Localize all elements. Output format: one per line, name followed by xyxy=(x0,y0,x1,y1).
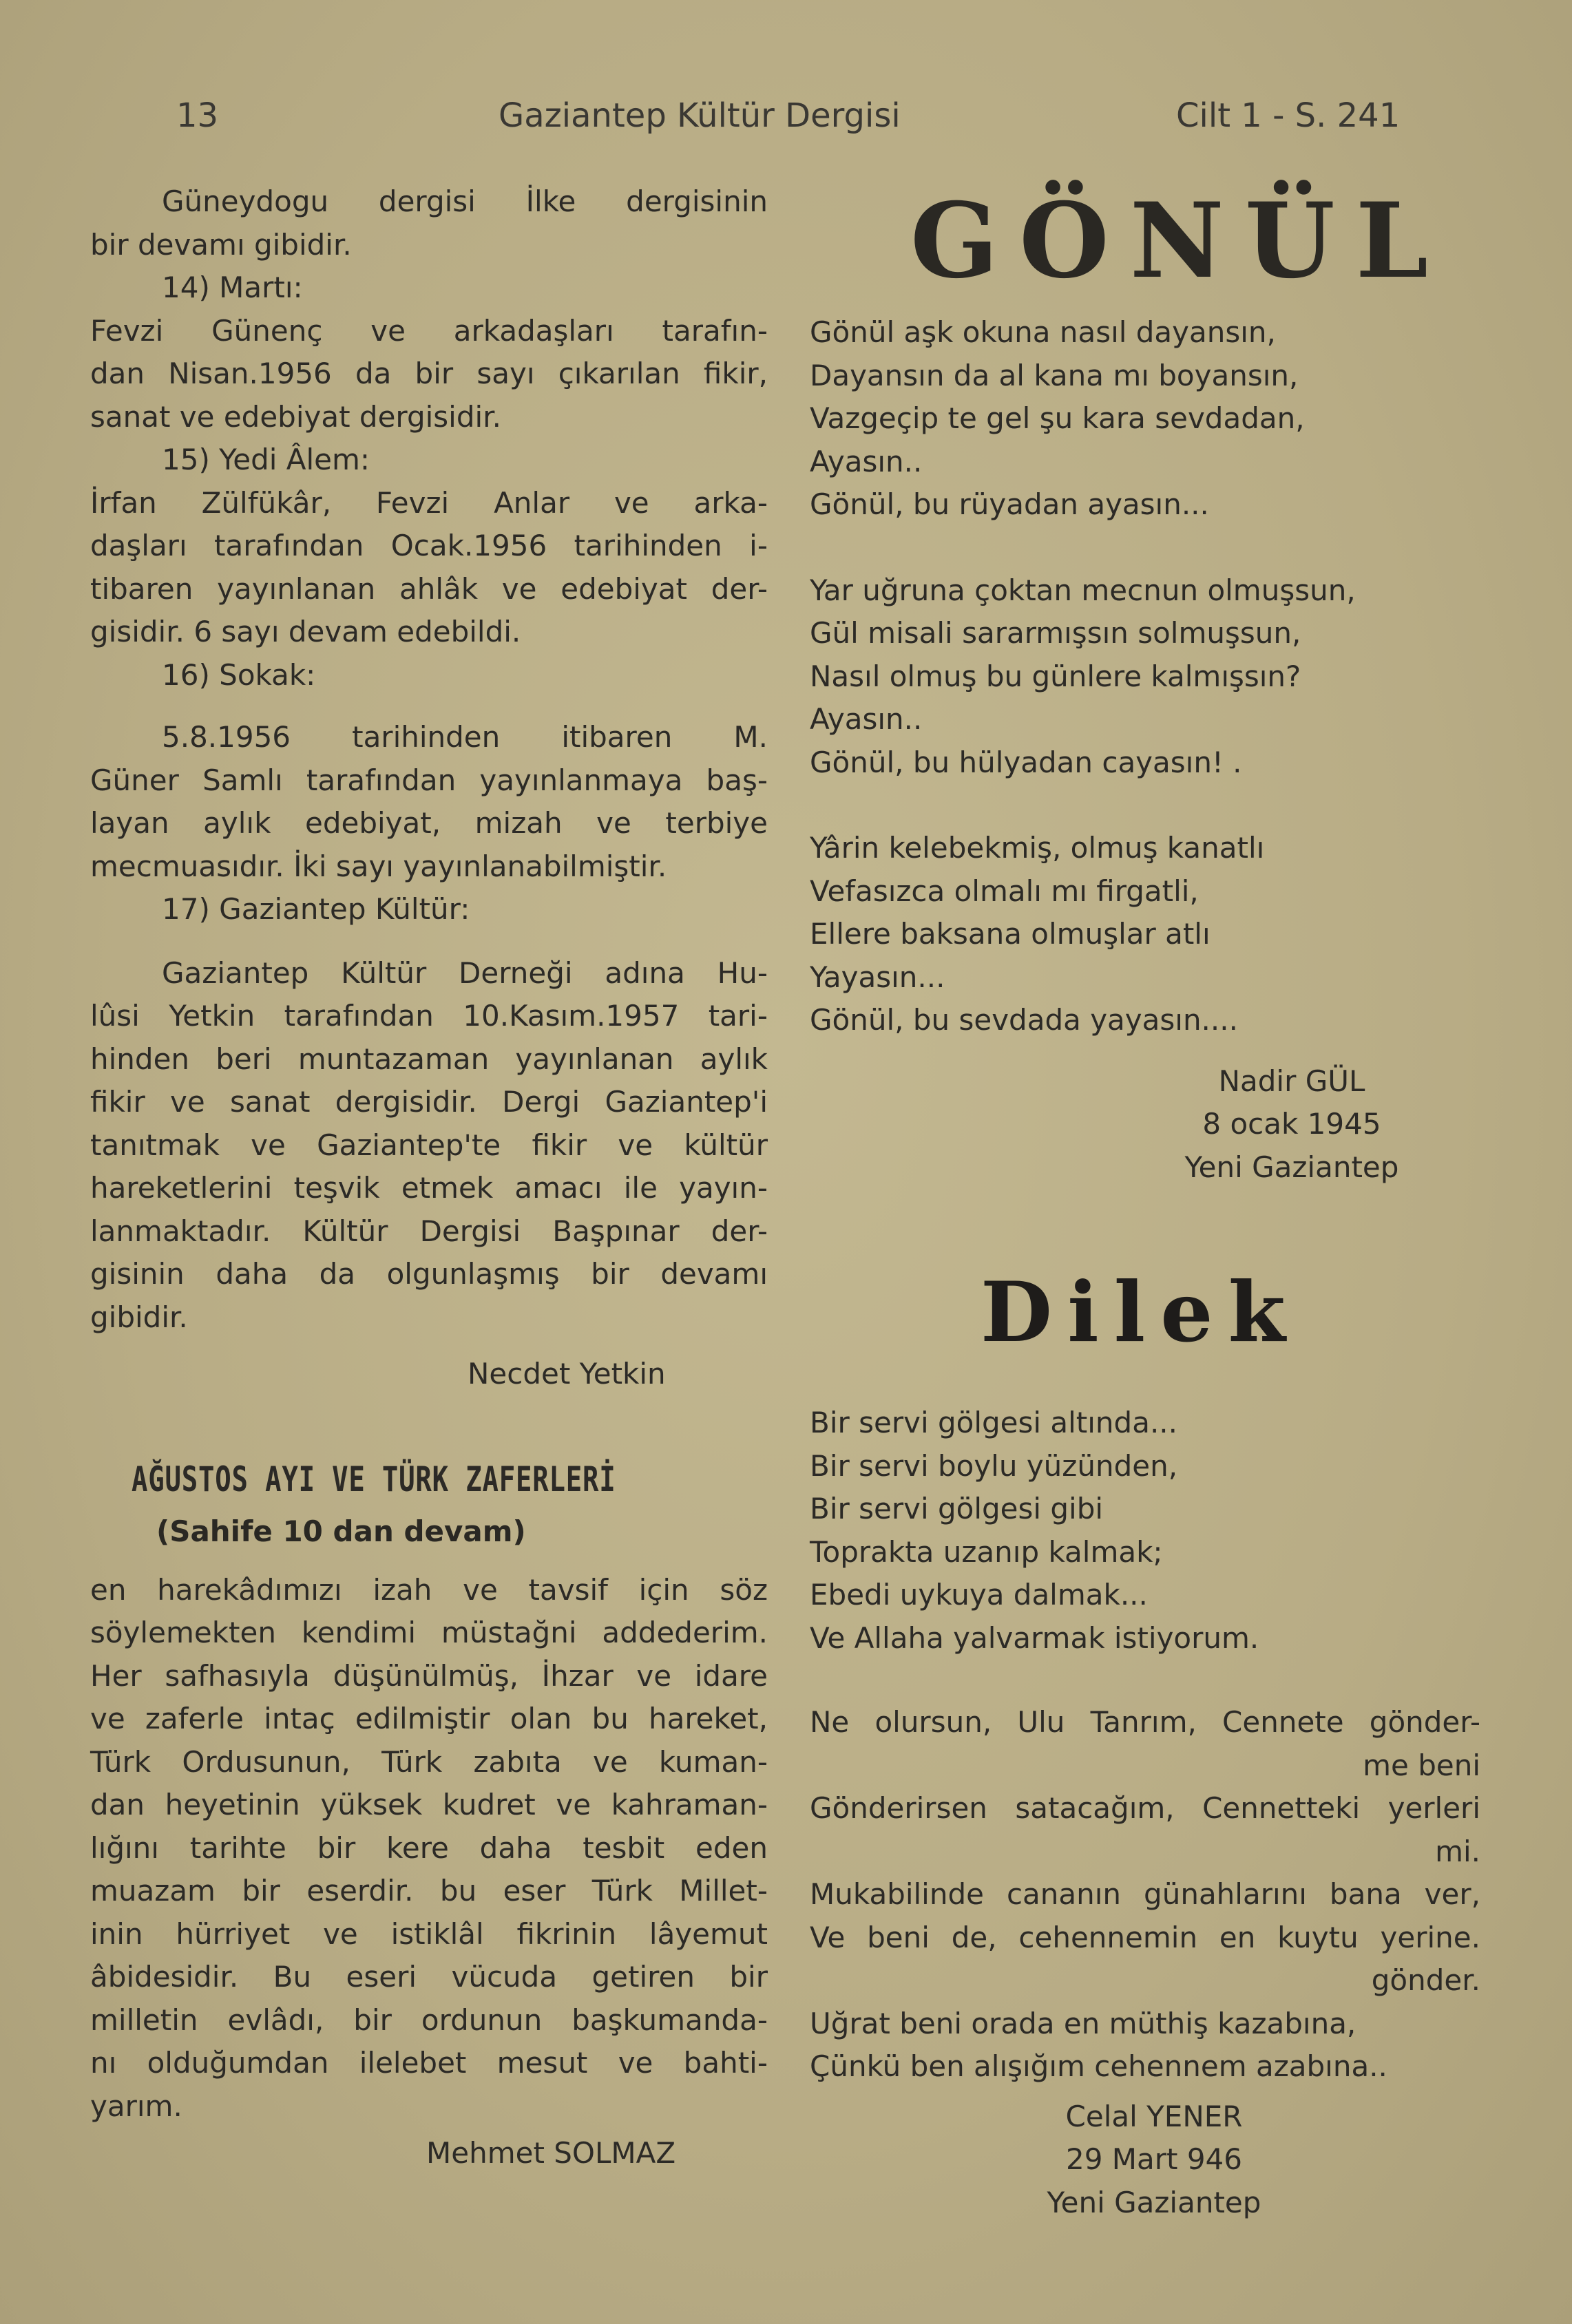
article-title-text: AĞUSTOS AYI VE TÜRK ZAFERLERİ xyxy=(132,1459,616,1499)
poem-line: Ellere baksana olmuşlar atlı xyxy=(810,917,1211,951)
poem-line: gönder. xyxy=(1371,1963,1480,1997)
poem-line: Gül misali sararmışsın solmuşsun, xyxy=(810,616,1301,650)
poet-name: Celal YENER xyxy=(1065,2099,1243,2133)
poet-name: Nadir GÜL xyxy=(1218,1064,1365,1098)
poem-line: Vefasızca olmalı mı firgatli, xyxy=(810,874,1199,908)
poem-line: Ebedi uykuya dalmak... xyxy=(810,1578,1148,1612)
text-line: Gaziantep Kültür Derneği adına Hu- xyxy=(162,955,768,990)
text-line: Türk Ordusunun, Türk zabıta ve kuman- xyxy=(90,1744,768,1779)
poem-place: Yeni Gaziantep xyxy=(1184,1150,1399,1184)
poem-line: Toprakta uzanıp kalmak; xyxy=(810,1534,1163,1569)
poem-line: Bir servi boylu yüzünden, xyxy=(810,1448,1178,1483)
poem-line: Ve Allaha yalvarmak istiyorum. xyxy=(810,1620,1259,1655)
poem-line: Çünkü ben alışığım cehennem azabına.. xyxy=(810,2049,1387,2083)
poem-line: Gönderirsen satacağım, Cennetteki yerleri xyxy=(810,1791,1480,1825)
poem-line: mi. xyxy=(1435,1834,1480,1868)
page-number: 13 xyxy=(176,96,219,135)
article-title xyxy=(90,1458,768,1501)
poem-line: Ve beni de, cehennemin en kuytu yerine. xyxy=(810,1920,1480,1954)
poem-gonul xyxy=(810,311,1496,1189)
text-line: gibidir. xyxy=(90,1300,188,1334)
poem-line: Vazgeçip te gel şu kara sevdadan, xyxy=(810,401,1305,435)
poem-title-gonul: GÖNÜL xyxy=(910,180,1449,302)
volume-issue: Cilt 1 - S. 241 xyxy=(1176,96,1401,135)
text-line: mecmuasıdır. İki sayı yayınlanabilmiştir. xyxy=(90,849,667,883)
poem-line: Bir servi gölgesi gibi xyxy=(810,1492,1104,1525)
stanza-gap xyxy=(810,1660,1480,1701)
poem-line: Gönül, bu rüyadan ayasın... xyxy=(810,487,1209,521)
text-line: fikir ve sanat dergisidir. Dergi Gaziantep'i xyxy=(90,1085,768,1119)
poem-line: Bir servi gölgesi altında... xyxy=(810,1406,1178,1439)
poem-line: Gönül, bu sevdada yayasın.... xyxy=(810,1003,1238,1037)
text-line: en harekâdımızı izah ve tavsif için söz xyxy=(90,1572,768,1607)
poem-line: Yayasın... xyxy=(810,960,945,994)
list-heading: 15) Yedi Âlem: xyxy=(162,443,370,476)
poem-place: Yeni Gaziantep xyxy=(1047,2185,1261,2219)
text-line: ve zaferle intaç edilmiştir olan bu hareket, xyxy=(90,1702,768,1735)
text-line: muazam bir eserdir. bu eser Türk Millet- xyxy=(90,1874,768,1908)
poem-line: me beni xyxy=(1363,1748,1480,1782)
text-line: İrfan Zülfükâr, Fevzi Anlar ve arka- xyxy=(90,485,768,520)
text-line: tanıtmak ve Gaziantep'te fikir ve kültür xyxy=(90,1128,768,1162)
author-signature: Necdet Yetkin xyxy=(468,1357,666,1391)
article-author: Mehmet SOLMAZ xyxy=(426,2136,676,2170)
poem-date: 29 Mart 946 xyxy=(1065,2142,1243,2176)
text-line: Güner Samlı tarafından yayınlanmaya baş- xyxy=(90,763,768,797)
poem-signature xyxy=(982,2095,1326,2225)
poem-line: Gönül aşk okuna nasıl dayansın, xyxy=(810,315,1276,349)
poem-line: Gönül, bu hülyadan cayasın! . xyxy=(810,745,1242,779)
text-line: hinden beri muntazaman yayınlanan aylık xyxy=(90,1042,768,1076)
text-line: 5.8.1956 tarihinden itibaren M. xyxy=(162,720,768,754)
text-line: sanat ve edebiyat dergisidir. xyxy=(90,399,501,434)
list-heading: 14) Martı: xyxy=(162,271,303,304)
text-line: Her safhasıyla düşünülmüş, İhzar ve idare xyxy=(90,1658,768,1693)
poem-line: Ne olursun, Ulu Tanrım, Cennete gönder- xyxy=(810,1705,1480,1739)
stanza-gap xyxy=(810,784,1496,827)
text-line: lanmaktadır. Kültür Dergisi Başpınar der- xyxy=(90,1214,768,1248)
text-line: dan heyetinin yüksek kudret ve kahraman- xyxy=(90,1788,768,1821)
text-line: layan aylık edebiyat, mizah ve terbiye xyxy=(90,806,768,840)
poem-dilek xyxy=(810,1402,1480,2224)
text-line: Fevzi Günenç ve arkadaşları tarafın- xyxy=(90,313,768,348)
poem-line: Ayasın.. xyxy=(810,702,923,736)
text-line: daşları tarafından Ocak.1956 tarihinden i- xyxy=(90,529,768,562)
poem-line: Yar uğruna çoktan mecnun olmuşsun, xyxy=(810,573,1356,607)
list-heading: 16) Sokak: xyxy=(162,657,316,692)
text-line: gisidir. 6 sayı devam edebildi. xyxy=(90,615,521,648)
poem-line: Uğrat beni orada en müthiş kazabına, xyxy=(810,2006,1356,2040)
poem-signature xyxy=(1099,1060,1485,1190)
text-line: bir devamı gibidir. xyxy=(90,227,352,262)
text-line: lûsi Yetkin tarafından 10.Kasım.1957 tari- xyxy=(90,999,768,1033)
text-line: yarım. xyxy=(90,2089,182,2123)
poem-line: Nasıl olmuş bu günlere kalmışsın? xyxy=(810,659,1301,693)
running-title: Gaziantep Kültür Dergisi xyxy=(499,96,901,135)
poem-date: 8 ocak 1945 xyxy=(1202,1107,1381,1141)
poem-line: Yârin kelebekmiş, olmuş kanatlı xyxy=(810,831,1265,865)
poem-line: Ayasın.. xyxy=(810,444,923,478)
stanza-gap xyxy=(810,527,1496,569)
text-line: Güneydogu dergisi İlke dergisinin xyxy=(162,184,768,218)
poem-title-dilek: Dilek xyxy=(981,1264,1301,1361)
list-heading: 17) Gaziantep Kültür: xyxy=(162,892,470,926)
text-line: inin hürriyet ve istiklâl fikrinin lâyemut xyxy=(90,1916,768,1951)
poem-line: Mukabilinde cananın günahlarını bana ver, xyxy=(810,1877,1480,1911)
text-line: lığını tarihte bir kere daha tesbit eden xyxy=(90,1830,768,1865)
left-column xyxy=(90,180,768,2175)
text-line: hareketlerini teşvik etmek amacı ile yayın- xyxy=(90,1171,768,1205)
article-subtitle: (Sahife 10 dan devam) xyxy=(156,1514,526,1548)
text-line: tibaren yayınlanan ahlâk ve edebiyat der- xyxy=(90,571,768,606)
text-line: milletin evlâdı, bir ordunun başkumanda- xyxy=(90,2003,768,2037)
text-line: nı olduğumdan ilelebet mesut ve bahti- xyxy=(90,2046,768,2080)
text-line: dan Nisan.1956 da bir sayı çıkarılan fikir, xyxy=(90,357,768,390)
text-line: âbidesidir. Bu eseri vücuda getiren bir xyxy=(90,1960,768,1994)
poem-line: Dayansın da al kana mı boyansın, xyxy=(810,358,1299,392)
text-line: gisinin daha da olgunlaşmış bir devamı xyxy=(90,1257,768,1291)
text-line: söylemekten kendimi müstağni addederim. xyxy=(90,1616,768,1649)
